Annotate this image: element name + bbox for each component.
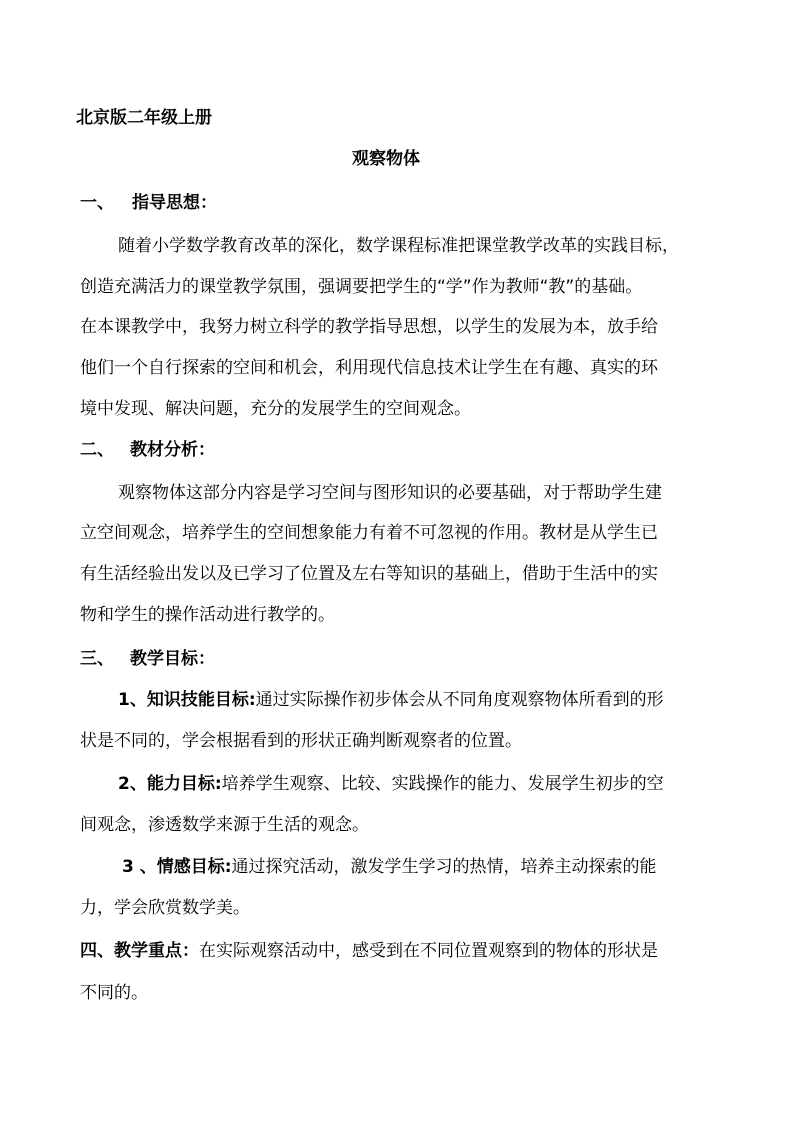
- section-3-number: 三、: [80, 649, 114, 669]
- section-4-heading: 四、教学重点：: [80, 941, 199, 961]
- section-2-line-3: 有生活经验出发以及已学习了位置及左右等知识的基础上，借助于生活中的实: [80, 564, 658, 584]
- section-4-line-2: 不同的。: [80, 983, 148, 1003]
- section-4-line-1: [80, 940, 658, 962]
- goal-2-label: 2、能力目标:: [118, 774, 222, 794]
- goal-3-line-2: 力，学会欣赏数学美。: [80, 898, 250, 918]
- goal-1-line-1: [118, 689, 664, 711]
- goal-1-text: 通过实际操作初步体会从不同角度观察物体所看到的形: [255, 690, 664, 710]
- section-3-title: 教学目标：: [130, 649, 215, 669]
- section-2-line-2: 立空间观念，培养学生的空间想象能力有着不可忽视的作用。教材是从学生已: [80, 523, 658, 543]
- section-1-line-1: 随着小学数学教育改革的深化，数学课程标准把课堂教学改革的实践目标，: [118, 236, 679, 256]
- section-2-title: 教材分析：: [130, 440, 215, 460]
- section-1-line-5: 境中发现、解决问题，充分的发展学生的空间观念。: [80, 399, 471, 419]
- goal-2-line-1: [118, 773, 664, 795]
- goal-2-text: 培养学生观察、比较、实践操作的能力、发展学生初步的空: [221, 774, 664, 794]
- document-title: 观察物体: [352, 149, 420, 169]
- grade-label: 北京版二年级上册: [76, 108, 212, 128]
- section-2-number: 二、: [80, 440, 114, 460]
- section-1-line-4: 他们一个自行探索的空间和机会，利用现代信息技术让学生在有趣、真实的环: [80, 358, 658, 378]
- goal-2-line-2: 间观念，渗透数学来源于生活的观念。: [80, 815, 369, 835]
- section-4-text: 在实际观察活动中，感受到在不同位置观察到的物体的形状是: [199, 941, 658, 961]
- goal-3-label: 3 、情感目标:: [122, 857, 232, 877]
- section-1-title: 指导思想：: [132, 193, 217, 213]
- section-1-line-3: 在本课教学中，我努力树立科学的教学指导思想，以学生的发展为本，放手给: [80, 317, 658, 337]
- goal-3-line-1: [122, 856, 657, 878]
- goal-1-label: 1、知识技能目标:: [118, 690, 256, 710]
- section-1-line-2: 创造充满活力的课堂教学氛围，强调要把学生的“学”作为教师“教”的基础。: [80, 277, 643, 297]
- section-1-number: 一、: [80, 193, 114, 213]
- goal-1-line-2: 状是不同的，学会根据看到的形状正确判断观察者的位置。: [80, 731, 522, 751]
- section-2-line-4: 物和学生的操作活动进行教学的。: [80, 605, 335, 625]
- section-2-line-1: 观察物体这部分内容是学习空间与图形知识的必要基础，对于帮助学生建: [118, 483, 662, 503]
- goal-3-text: 通过探究活动，激发学生学习的热情，培养主动探索的能: [231, 857, 657, 877]
